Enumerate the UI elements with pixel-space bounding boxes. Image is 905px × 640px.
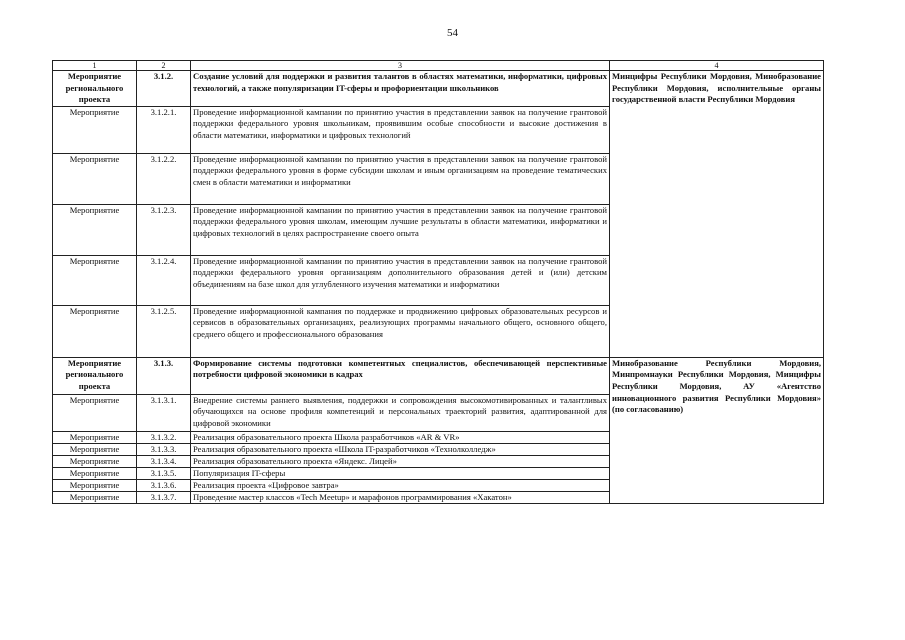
row-text: Внедрение системы раннего выявления, поддержки и сопровождения высокомотивированных и талантливых обучающихся на основе профиля компетенций и персональных траекторий развития, адаптированной для цифровой экономики: [191, 394, 610, 431]
row-type: Мероприятие: [53, 431, 137, 443]
row-type: Мероприятие: [53, 455, 137, 467]
row-code: 3.1.3.1.: [137, 394, 191, 431]
measures-table: [52, 60, 824, 504]
row-code: 3.1.3.3.: [137, 443, 191, 455]
row-text: Реализация образовательного проекта «Школа IT-разработчиков «Технолколледж»: [191, 443, 610, 455]
row-code: 3.1.3.2.: [137, 431, 191, 443]
row-type: Мероприятие регионального проекта: [53, 71, 137, 107]
row-type: Мероприятие: [53, 305, 137, 357]
row-text: Реализация образовательного проекта «Яндекс. Лицей»: [191, 455, 610, 467]
row-code: 3.1.3.5.: [137, 467, 191, 479]
row-text: Проведение информационной кампания по поддержке и продвижению цифровых образовательных ресурсов и сервисов в образовательных организациях, реализующих программы начального общего, основного общего, среднего общего и профессионального образования: [191, 305, 610, 357]
row-code: 3.1.2.: [137, 71, 191, 107]
column-number: 1: [53, 61, 137, 71]
row-code: 3.1.3.4.: [137, 455, 191, 467]
row-type: Мероприятие: [53, 394, 137, 431]
page-number: 54: [447, 27, 458, 39]
row-text: Проведение информационной кампании по принятию участия в представлении заявок на получение грантовой поддержки федерального уровня в форме субсидии школам и иным организациям на проведение тематических смен в области математики и информатики: [191, 153, 610, 204]
column-number: 4: [610, 61, 824, 71]
row-text: Проведение информационной кампании по принятию участия в представлении заявок на получение грантовой поддержки федерального уровня школьникам, проявившим особые способности и высокие достижения в области математики, информатики и цифровых технологий: [191, 106, 610, 153]
section-row: [53, 71, 824, 107]
row-text: Проведение информационной кампании по принятию участия в представлении заявок на получение грантовой поддержки федерального уровня организациям дополнительного образования детей и (или) детским объединениям на базе школ для углубленного изучения математики и информатики: [191, 255, 610, 305]
row-code: 3.1.3.: [137, 357, 191, 394]
column-number: 3: [191, 61, 610, 71]
responsible-cell: Минобразование Республики Мордовия, Минпромнауки Республики Мордовия, Минцифры Республики Мордовия, АУ «Агентство инновационного развития Республики Мордовия» (по согласованию): [610, 357, 824, 503]
row-code: 3.1.2.5.: [137, 305, 191, 357]
row-type: Мероприятие: [53, 467, 137, 479]
row-code: 3.1.2.2.: [137, 153, 191, 204]
section-row: [53, 357, 824, 394]
row-code: 3.1.2.4.: [137, 255, 191, 305]
section-title: Формирование системы подготовки компетентных специалистов, обеспечивающей перспективные потребности цифровой экономики в кадрах: [191, 357, 610, 394]
row-code: 3.1.3.7.: [137, 491, 191, 503]
responsible-cell: Минцифры Республики Мордовия, Минобразование Республики Мордовия, исполнительные органы государственной власти Республики Мордовия: [610, 71, 824, 358]
row-type: Мероприятие: [53, 443, 137, 455]
row-text: Проведение информационной кампании по принятию участия в представлении заявок на получение грантовой поддержки федерального уровня школам, имеющим лучшие результаты в области математики, информатики и цифровых технологий в целях распространение своего опыта: [191, 204, 610, 255]
row-text: Популяризация IT-сферы: [191, 467, 610, 479]
row-text: Реализация образовательного проекта Школа разработчиков «AR & VR»: [191, 431, 610, 443]
row-type: Мероприятие: [53, 255, 137, 305]
row-type: Мероприятие: [53, 479, 137, 491]
row-type: Мероприятие регионального проекта: [53, 357, 137, 394]
row-text: Реализация проекта «Цифровое завтра»: [191, 479, 610, 491]
column-number: 2: [137, 61, 191, 71]
row-type: Мероприятие: [53, 204, 137, 255]
row-code: 3.1.2.1.: [137, 106, 191, 153]
section-title: Создание условий для поддержки и развития талантов в областях математики, информатики, цифровых технологий, а также популяризации IT-сферы и профориентации школьников: [191, 71, 610, 107]
row-text: Проведение мастер классов «Tech Meetup» и марафонов программирования «Хакатон»: [191, 491, 610, 503]
row-type: Мероприятие: [53, 153, 137, 204]
row-type: Мероприятие: [53, 491, 137, 503]
row-code: 3.1.3.6.: [137, 479, 191, 491]
column-number-row: [53, 61, 824, 71]
row-type: Мероприятие: [53, 106, 137, 153]
row-code: 3.1.2.3.: [137, 204, 191, 255]
